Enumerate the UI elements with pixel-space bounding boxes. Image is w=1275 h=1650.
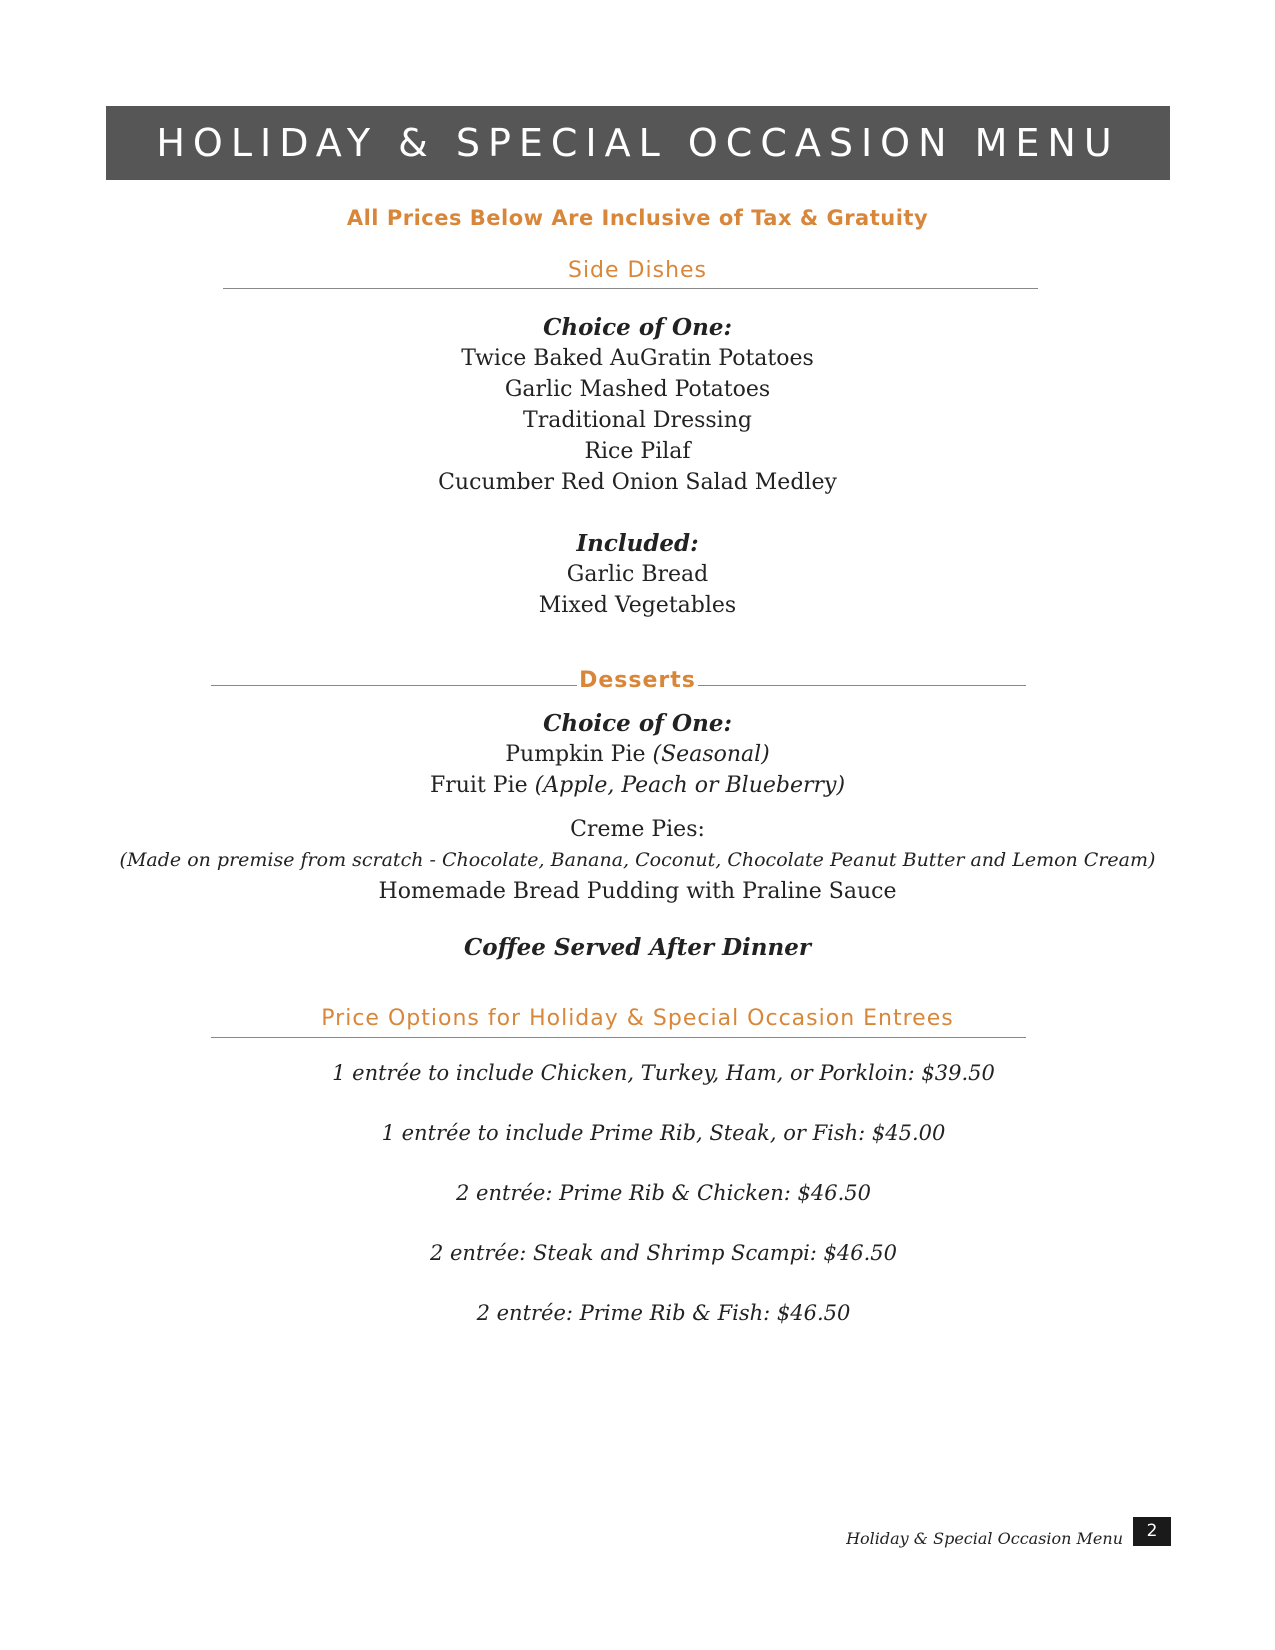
list-item: Fruit Pie (Apple, Peach or Blueberry) [429, 773, 846, 798]
price-option: 2 entrée: Prime Rib & Chicken: $46.50 [456, 1181, 871, 1205]
desserts-choices [0, 708, 1275, 801]
included-heading: Included: [576, 530, 699, 557]
list-item: Pumpkin Pie (Seasonal) [505, 742, 770, 767]
section-title-desserts: Desserts [579, 668, 696, 693]
creme-pies-label: Creme Pies: [570, 817, 705, 842]
list-item: Cucumber Red Onion Salad Medley [438, 470, 837, 495]
price-option: 2 entrée: Steak and Shrimp Scampi: $46.50 [429, 1241, 898, 1265]
list-item: Garlic Bread [566, 562, 709, 587]
price-option: 2 entrée: Prime Rib & Fish: $46.50 [476, 1301, 851, 1325]
list-item: Mixed Vegetables [538, 593, 737, 618]
section-title-side-dishes: Side Dishes [567, 258, 708, 283]
list-item: Rice Pilaf [584, 439, 691, 464]
page-number: 2 [1133, 1517, 1171, 1546]
price-note: All Prices Below Are Inclusive of Tax & Gratuity [346, 206, 929, 230]
page-title-banner [106, 106, 1170, 180]
side-dishes-choices [0, 312, 1275, 498]
bread-pudding: Homemade Bread Pudding with Praline Sauce [378, 879, 897, 904]
creme-pies-note: (Made on premise from scratch - Chocolate, Banana, Coconut, Chocolate Peanut Butter and Lemon Cream) [119, 849, 1156, 871]
list-item: Garlic Mashed Potatoes [504, 377, 771, 402]
coffee-note: Coffee Served After Dinner [464, 934, 811, 961]
choice-heading: Choice of One: [543, 314, 732, 341]
choice-heading: Choice of One: [543, 710, 732, 737]
creme-pies [0, 814, 1275, 907]
side-dishes-included [0, 528, 1275, 621]
section-divider [211, 1037, 1026, 1038]
footer-title: Holiday & Special Occasion Menu [846, 1529, 1123, 1548]
section-divider [223, 288, 1038, 289]
list-item: Twice Baked AuGratin Potatoes [461, 346, 814, 371]
page-title: HOLIDAY & SPECIAL OCCASION MENU [156, 121, 1120, 165]
section-title-price-options: Price Options for Holiday & Special Occasion Entrees [321, 1006, 954, 1031]
price-option: 1 entrée to include Chicken, Turkey, Ham, or Porkloin: $39.50 [332, 1061, 995, 1085]
list-item: Traditional Dressing [523, 408, 752, 433]
price-option: 1 entrée to include Prime Rib, Steak, or Fish: $45.00 [381, 1121, 946, 1145]
